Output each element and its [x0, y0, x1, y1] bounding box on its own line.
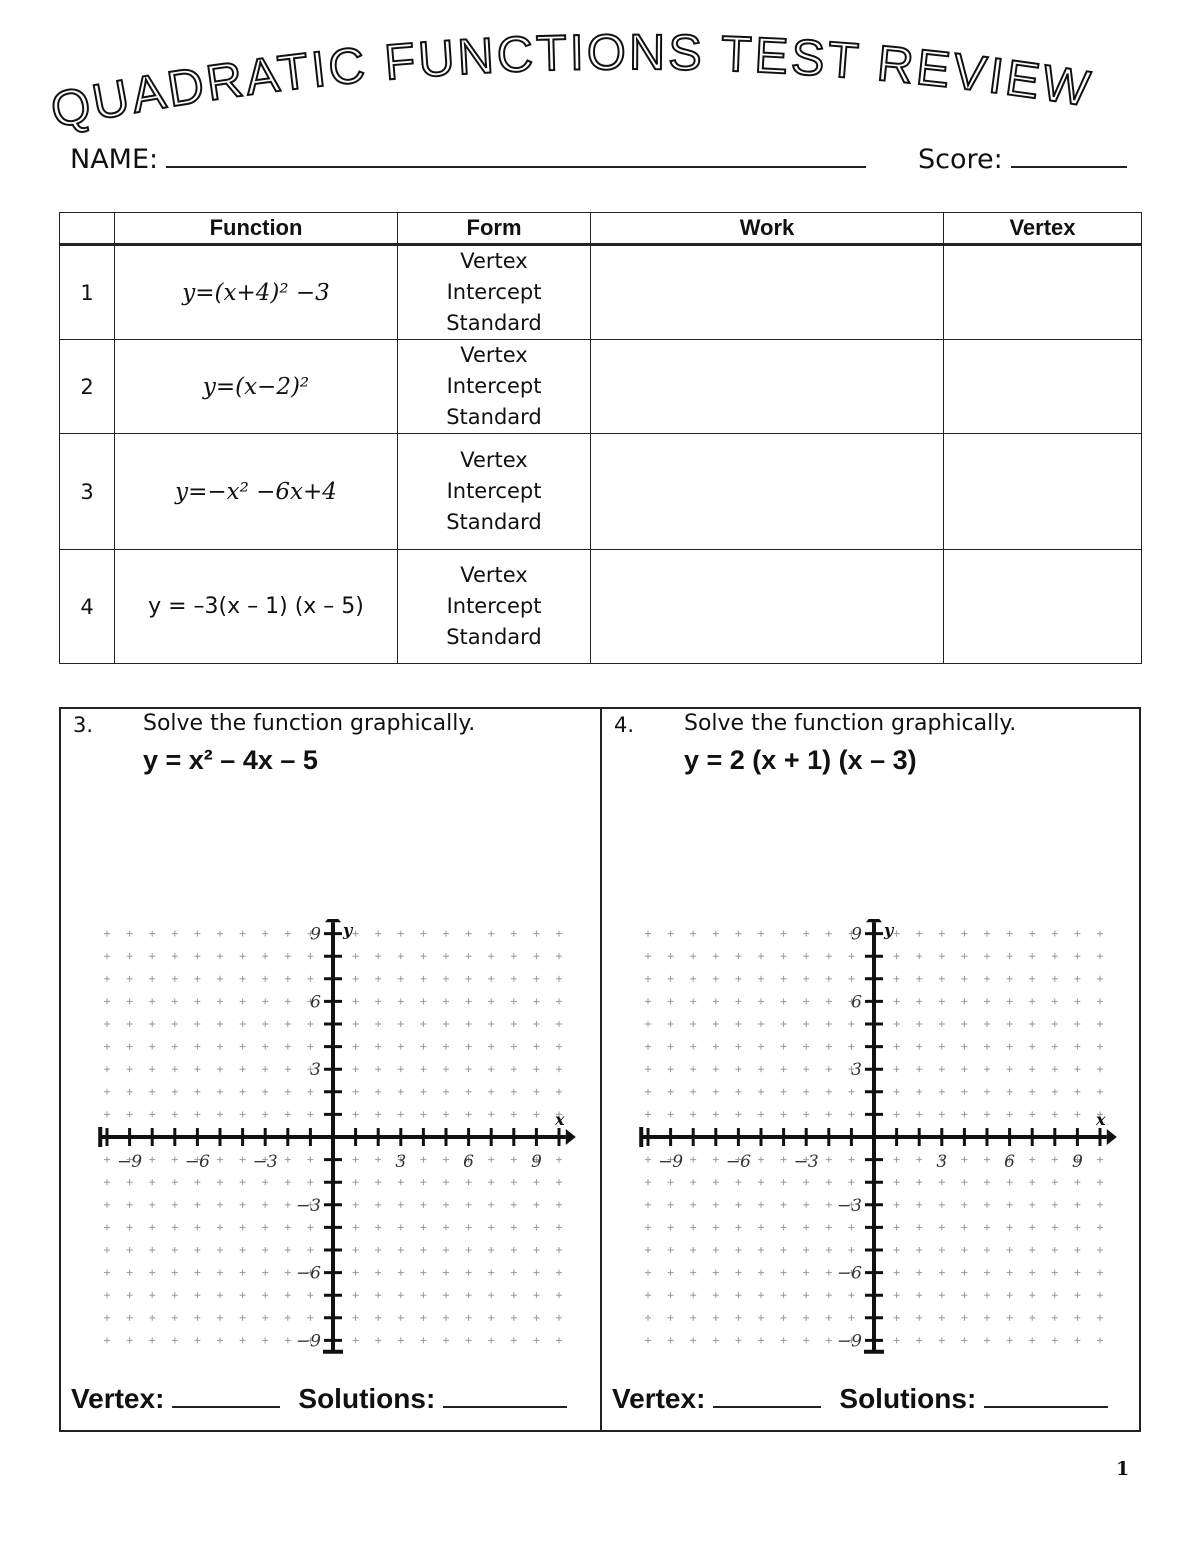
y-tick-label: −3 [836, 1195, 862, 1216]
answer-line [71, 1383, 567, 1415]
x-axis-label: x [1096, 1110, 1106, 1129]
problem-equation: y = 2 (x + 1) (x – 3) [684, 745, 917, 775]
vertex-cell[interactable] [944, 245, 1142, 340]
work-cell[interactable] [591, 245, 944, 340]
function-cell: y=−x² −6x+4 [115, 434, 398, 550]
table-row [60, 550, 1142, 664]
y-tick-label: 3 [851, 1060, 862, 1081]
form-options[interactable] [398, 550, 591, 664]
vertex-cell[interactable] [944, 340, 1142, 434]
x-tick-label: 9 [1071, 1152, 1083, 1172]
y-tick-label: 6 [310, 992, 321, 1013]
problem-panel-4 [602, 709, 1142, 1430]
form-option-intercept[interactable]: Intercept [446, 594, 542, 618]
problem-equation: y = x² – 4x – 5 [143, 745, 318, 775]
graphing-problems [59, 707, 1141, 1432]
answer-line [612, 1383, 1108, 1415]
x-tick-label: 9 [530, 1152, 542, 1172]
page-number: 1 [1116, 1458, 1130, 1480]
work-cell[interactable] [591, 434, 944, 550]
problem-number: 4. [614, 713, 635, 737]
form-option-intercept[interactable]: Intercept [446, 280, 542, 304]
form-options[interactable] [398, 245, 591, 340]
work-cell[interactable] [591, 340, 944, 434]
form-option-standard[interactable]: Standard [446, 311, 542, 335]
vertex-label: Vertex: [71, 1383, 165, 1414]
score-field[interactable] [918, 142, 1127, 175]
table-row [60, 340, 1142, 434]
name-blank[interactable] [166, 142, 866, 168]
x-tick-label: 6 [1004, 1152, 1016, 1172]
col-header-function: Function [115, 213, 398, 245]
name-field[interactable] [70, 142, 866, 175]
problem-number: 3. [73, 713, 94, 737]
function-forms-table [59, 212, 1142, 664]
x-tick-label: −6 [184, 1152, 210, 1172]
vertex-cell[interactable] [944, 550, 1142, 664]
solutions-label: Solutions: [298, 1383, 436, 1414]
x-tick-label: −9 [658, 1152, 684, 1172]
problem-panel-3 [61, 709, 601, 1430]
col-header-vertex: Vertex [944, 213, 1142, 245]
worksheet-title [0, 0, 1200, 140]
y-axis-arrow-icon [325, 919, 341, 922]
y-tick-label: 9 [851, 924, 862, 945]
form-option-vertex[interactable]: Vertex [460, 343, 528, 367]
x-tick-label: 3 [395, 1152, 407, 1172]
form-options[interactable] [398, 434, 591, 550]
x-axis-arrow-icon [1107, 1129, 1117, 1145]
coordinate-grid[interactable] [61, 919, 601, 1369]
function-cell: y=(x+4)² −3 [115, 245, 398, 340]
vertex-blank[interactable] [172, 1384, 280, 1408]
row-number: 2 [60, 340, 115, 434]
problem-instruction: Solve the function graphically. [684, 711, 1017, 736]
svg-text:QUADRATIC FUNCTIONS TEST REVIE [46, 24, 1096, 139]
y-axis-label: y [343, 920, 353, 940]
x-axis-arrow-icon [566, 1129, 576, 1145]
y-tick-label: 6 [851, 992, 862, 1013]
y-tick-label: −6 [836, 1263, 862, 1284]
row-number: 3 [60, 434, 115, 550]
form-option-standard[interactable]: Standard [446, 405, 542, 429]
title-text: QUADRATIC FUNCTIONS TEST REVIEW [46, 24, 1097, 139]
table-row [60, 434, 1142, 550]
col-header-work: Work [591, 213, 944, 245]
form-option-vertex[interactable]: Vertex [460, 448, 528, 472]
function-cell: y = –3(x – 1) (x – 5) [115, 550, 398, 664]
x-tick-label: −9 [117, 1152, 143, 1172]
problem-instruction: Solve the function graphically. [143, 711, 476, 736]
y-tick-label: 3 [310, 1060, 321, 1081]
col-header-form: Form [398, 213, 591, 245]
x-axis-label: x [555, 1110, 565, 1129]
form-option-vertex[interactable]: Vertex [460, 249, 528, 273]
name-label: NAME: [70, 144, 159, 175]
x-tick-label: −3 [252, 1152, 278, 1172]
x-tick-label: −3 [793, 1152, 819, 1172]
col-header-num [60, 213, 115, 245]
x-tick-label: 3 [936, 1152, 948, 1172]
form-option-standard[interactable]: Standard [446, 625, 542, 649]
y-tick-label: 9 [310, 924, 321, 945]
table-row [60, 245, 1142, 340]
coordinate-grid[interactable] [602, 919, 1142, 1369]
solutions-label: Solutions: [839, 1383, 977, 1414]
vertex-label: Vertex: [612, 1383, 706, 1414]
y-axis-label: y [884, 920, 894, 940]
form-option-intercept[interactable]: Intercept [446, 479, 542, 503]
solutions-blank[interactable] [443, 1384, 567, 1408]
y-tick-label: −9 [836, 1331, 862, 1352]
solutions-blank[interactable] [984, 1384, 1108, 1408]
table-header-row [60, 213, 1142, 245]
row-number: 4 [60, 550, 115, 664]
x-tick-label: −6 [725, 1152, 751, 1172]
form-option-vertex[interactable]: Vertex [460, 563, 528, 587]
score-label: Score: [918, 144, 1003, 175]
form-options[interactable] [398, 340, 591, 434]
y-tick-label: −6 [295, 1263, 321, 1284]
work-cell[interactable] [591, 550, 944, 664]
y-tick-label: −9 [295, 1331, 321, 1352]
score-blank[interactable] [1011, 142, 1127, 168]
form-option-intercept[interactable]: Intercept [446, 374, 542, 398]
form-option-standard[interactable]: Standard [446, 510, 542, 534]
function-cell: y=(x−2)² [115, 340, 398, 434]
x-tick-label: 6 [463, 1152, 475, 1172]
vertex-cell[interactable] [944, 434, 1142, 550]
y-tick-label: −3 [295, 1195, 321, 1216]
row-number: 1 [60, 245, 115, 340]
y-axis-arrow-icon [866, 919, 882, 922]
vertex-blank[interactable] [713, 1384, 821, 1408]
